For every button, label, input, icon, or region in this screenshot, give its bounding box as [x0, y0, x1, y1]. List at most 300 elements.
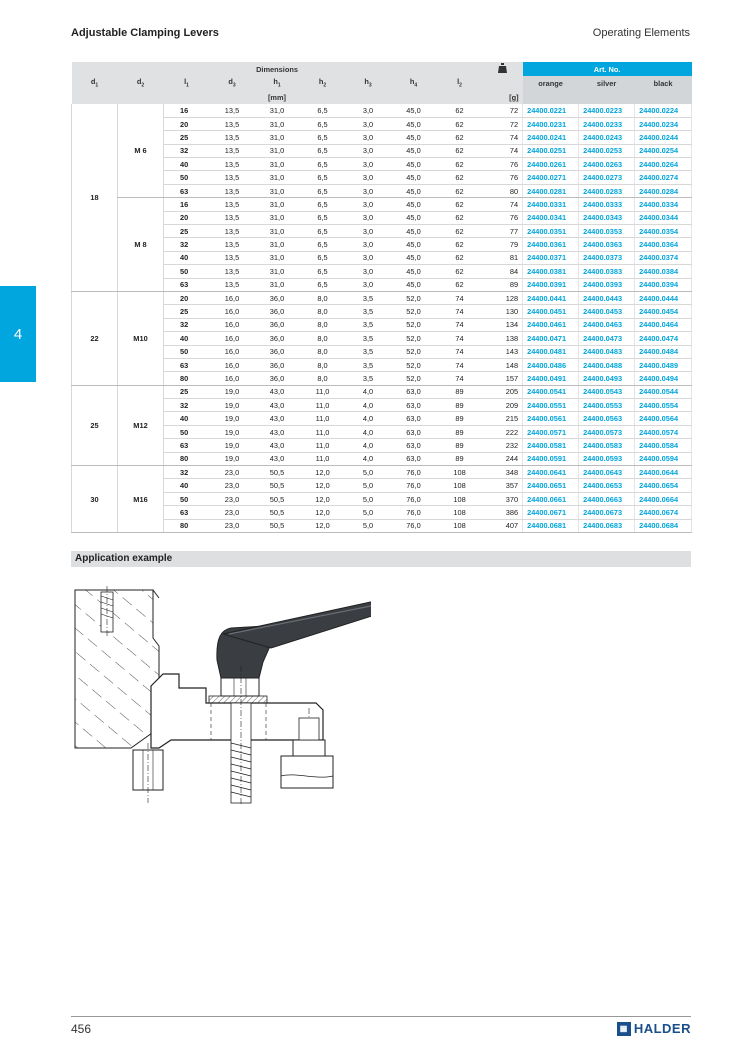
- cell-l1: 20: [164, 291, 210, 304]
- cell-art-silver: 24400.0683: [579, 519, 635, 532]
- cell-art-silver: 24400.0673: [579, 506, 635, 519]
- cell-h2: 6,5: [300, 278, 346, 291]
- cell-art-orange: 24400.0551: [523, 399, 579, 412]
- cell-art-silver: 24400.0553: [579, 399, 635, 412]
- cell-weight: 76: [483, 211, 523, 224]
- cell-weight: 74: [483, 198, 523, 211]
- cell-l2: 108: [437, 492, 483, 505]
- cell-weight: 348: [483, 466, 523, 479]
- cell-h1: 43,0: [255, 385, 300, 398]
- cell-h2: 8,0: [300, 345, 346, 358]
- cell-h4: 76,0: [391, 506, 437, 519]
- cell-h2: 6,5: [300, 238, 346, 251]
- cell-h3: 3,0: [346, 117, 391, 130]
- cell-h1: 36,0: [255, 318, 300, 331]
- cell-d2: M12: [118, 385, 164, 465]
- cell-h1: 43,0: [255, 399, 300, 412]
- cell-h1: 36,0: [255, 332, 300, 345]
- cell-weight: 80: [483, 184, 523, 197]
- cell-weight: 130: [483, 305, 523, 318]
- table-row: [72, 372, 692, 385]
- cell-art-silver: 24400.0563: [579, 412, 635, 425]
- cell-h2: 8,0: [300, 305, 346, 318]
- cell-h4: 76,0: [391, 492, 437, 505]
- cell-h3: 3,5: [346, 305, 391, 318]
- cell-h1: 36,0: [255, 372, 300, 385]
- cell-h2: 8,0: [300, 372, 346, 385]
- cell-l2: 62: [437, 184, 483, 197]
- cell-l1: 32: [164, 318, 210, 331]
- cell-h4: 52,0: [391, 345, 437, 358]
- cell-h1: 31,0: [255, 198, 300, 211]
- cell-art-silver: 24400.0583: [579, 439, 635, 452]
- cell-l2: 108: [437, 506, 483, 519]
- cell-h3: 3,0: [346, 171, 391, 184]
- cell-art-silver: 24400.0233: [579, 117, 635, 130]
- cell-l1: 25: [164, 385, 210, 398]
- cell-h1: 50,5: [255, 466, 300, 479]
- table-row: [72, 305, 692, 318]
- cell-art-orange: 24400.0571: [523, 425, 579, 438]
- cell-l1: 32: [164, 238, 210, 251]
- cell-h4: 63,0: [391, 439, 437, 452]
- cell-h2: 11,0: [300, 452, 346, 465]
- unit-g: [g]: [483, 90, 523, 104]
- cell-h4: 45,0: [391, 238, 437, 251]
- table-row: [72, 466, 692, 479]
- cell-art-black: 24400.0284: [635, 184, 692, 197]
- cell-h3: 3,5: [346, 291, 391, 304]
- cell-art-black: 24400.0344: [635, 211, 692, 224]
- cell-weight: 357: [483, 479, 523, 492]
- cell-h1: 36,0: [255, 358, 300, 371]
- cell-art-orange: 24400.0591: [523, 452, 579, 465]
- cell-art-black: 24400.0544: [635, 385, 692, 398]
- cell-h1: 50,5: [255, 492, 300, 505]
- cell-l1: 63: [164, 439, 210, 452]
- cell-d3: 13,5: [210, 198, 255, 211]
- cell-h1: 36,0: [255, 291, 300, 304]
- cell-h2: 6,5: [300, 131, 346, 144]
- cell-h1: 31,0: [255, 265, 300, 278]
- cell-h3: 5,0: [346, 506, 391, 519]
- spec-table: [71, 62, 692, 533]
- cell-art-black: 24400.0584: [635, 439, 692, 452]
- cell-d3: 16,0: [210, 358, 255, 371]
- cell-art-silver: 24400.0343: [579, 211, 635, 224]
- cell-h4: 45,0: [391, 278, 437, 291]
- cell-art-silver: 24400.0373: [579, 251, 635, 264]
- cell-l1: 40: [164, 158, 210, 171]
- cell-weight: 143: [483, 345, 523, 358]
- cell-h4: 45,0: [391, 225, 437, 238]
- cell-h2: 11,0: [300, 439, 346, 452]
- cell-art-black: 24400.0274: [635, 171, 692, 184]
- cell-weight: 138: [483, 332, 523, 345]
- cell-art-black: 24400.0484: [635, 345, 692, 358]
- cell-h1: 31,0: [255, 251, 300, 264]
- cell-h4: 63,0: [391, 399, 437, 412]
- cell-weight: 222: [483, 425, 523, 438]
- cell-h2: 6,5: [300, 198, 346, 211]
- cell-weight: 205: [483, 385, 523, 398]
- cell-art-orange: 24400.0341: [523, 211, 579, 224]
- cell-l1: 80: [164, 452, 210, 465]
- cell-h3: 5,0: [346, 466, 391, 479]
- table-row: [72, 519, 692, 532]
- cell-d2: M16: [118, 466, 164, 533]
- cell-l1: 25: [164, 131, 210, 144]
- cell-weight: 77: [483, 225, 523, 238]
- cell-art-orange: 24400.0381: [523, 265, 579, 278]
- cell-h4: 52,0: [391, 372, 437, 385]
- cell-h4: 45,0: [391, 117, 437, 130]
- cell-l1: 32: [164, 399, 210, 412]
- cell-weight: 244: [483, 452, 523, 465]
- cell-h2: 8,0: [300, 332, 346, 345]
- cell-art-silver: 24400.0283: [579, 184, 635, 197]
- cell-d2: M 8: [118, 198, 164, 292]
- cell-h2: 12,0: [300, 492, 346, 505]
- cell-l1: 32: [164, 466, 210, 479]
- table-row: [72, 332, 692, 345]
- col-head-h4: $h_4$: [391, 76, 437, 90]
- cell-h4: 45,0: [391, 184, 437, 197]
- cell-h1: 31,0: [255, 158, 300, 171]
- cell-art-orange: 24400.0271: [523, 171, 579, 184]
- cell-d3: 16,0: [210, 291, 255, 304]
- cell-h3: 3,5: [346, 345, 391, 358]
- cell-h3: 3,0: [346, 225, 391, 238]
- cell-art-black: 24400.0394: [635, 278, 692, 291]
- cell-l1: 16: [164, 104, 210, 117]
- table-row: [72, 439, 692, 452]
- cell-d3: 13,5: [210, 184, 255, 197]
- cell-h4: 63,0: [391, 412, 437, 425]
- cell-d3: 19,0: [210, 412, 255, 425]
- cell-art-silver: 24400.0493: [579, 372, 635, 385]
- cell-art-silver: 24400.0273: [579, 171, 635, 184]
- cell-h1: 31,0: [255, 117, 300, 130]
- cell-l1: 63: [164, 184, 210, 197]
- art-no-header: Art. No.: [523, 62, 692, 76]
- dimensions-header: Dimensions: [72, 62, 483, 76]
- cell-art-silver: 24400.0363: [579, 238, 635, 251]
- cell-art-black: 24400.0474: [635, 332, 692, 345]
- cell-d3: 19,0: [210, 452, 255, 465]
- cell-h3: 5,0: [346, 519, 391, 532]
- cell-h3: 4,0: [346, 439, 391, 452]
- cell-d3: 23,0: [210, 466, 255, 479]
- cell-l2: 74: [437, 332, 483, 345]
- cell-d3: 13,5: [210, 211, 255, 224]
- cell-art-black: 24400.0574: [635, 425, 692, 438]
- cell-h1: 31,0: [255, 171, 300, 184]
- cell-l2: 74: [437, 318, 483, 331]
- cell-l2: 62: [437, 131, 483, 144]
- cell-weight: 232: [483, 439, 523, 452]
- cell-art-silver: 24400.0353: [579, 225, 635, 238]
- cell-h1: 36,0: [255, 345, 300, 358]
- cell-l1: 63: [164, 506, 210, 519]
- cell-l1: 25: [164, 225, 210, 238]
- cell-art-orange: 24400.0441: [523, 291, 579, 304]
- cell-l2: 62: [437, 265, 483, 278]
- cell-weight: 72: [483, 117, 523, 130]
- cell-h4: 76,0: [391, 466, 437, 479]
- cell-l1: 63: [164, 358, 210, 371]
- cell-h1: 43,0: [255, 439, 300, 452]
- table-row: [72, 492, 692, 505]
- table-row: [72, 117, 692, 130]
- cell-art-silver: 24400.0263: [579, 158, 635, 171]
- cell-l2: 89: [437, 399, 483, 412]
- cell-art-orange: 24400.0361: [523, 238, 579, 251]
- housing-section: [75, 590, 159, 748]
- cell-art-orange: 24400.0241: [523, 131, 579, 144]
- cell-l2: 62: [437, 278, 483, 291]
- cell-h1: 31,0: [255, 131, 300, 144]
- cell-art-orange: 24400.0461: [523, 318, 579, 331]
- cell-l2: 108: [437, 466, 483, 479]
- cell-h4: 45,0: [391, 144, 437, 157]
- cell-h3: 5,0: [346, 479, 391, 492]
- cell-weight: 79: [483, 238, 523, 251]
- cell-d3: 23,0: [210, 519, 255, 532]
- table-row: [72, 171, 692, 184]
- cell-l1: 20: [164, 117, 210, 130]
- cell-art-black: 24400.0489: [635, 358, 692, 371]
- cell-d2: M10: [118, 291, 164, 385]
- table-row: [72, 251, 692, 264]
- cell-h2: 6,5: [300, 104, 346, 117]
- cell-art-silver: 24400.0443: [579, 291, 635, 304]
- cell-l2: 89: [437, 385, 483, 398]
- cell-h2: 6,5: [300, 251, 346, 264]
- cell-l2: 62: [437, 144, 483, 157]
- cell-art-orange: 24400.0651: [523, 479, 579, 492]
- cell-h1: 31,0: [255, 144, 300, 157]
- table-row: [72, 291, 692, 304]
- cell-l1: 50: [164, 492, 210, 505]
- cell-h4: 45,0: [391, 104, 437, 117]
- table-row: [72, 318, 692, 331]
- cell-l2: 108: [437, 479, 483, 492]
- cell-d3: 13,5: [210, 251, 255, 264]
- table-row: [72, 238, 692, 251]
- cell-art-silver: 24400.0333: [579, 198, 635, 211]
- cell-art-black: 24400.0644: [635, 466, 692, 479]
- cell-h1: 31,0: [255, 225, 300, 238]
- cell-h1: 50,5: [255, 506, 300, 519]
- table-row: [72, 144, 692, 157]
- table-row: [72, 425, 692, 438]
- cell-art-black: 24400.0224: [635, 104, 692, 117]
- cell-d3: 19,0: [210, 425, 255, 438]
- cell-h1: 50,5: [255, 519, 300, 532]
- cell-art-black: 24400.0684: [635, 519, 692, 532]
- cell-art-orange: 24400.0481: [523, 345, 579, 358]
- cell-art-black: 24400.0664: [635, 492, 692, 505]
- cell-h1: 43,0: [255, 452, 300, 465]
- cell-d3: 19,0: [210, 385, 255, 398]
- cell-l2: 108: [437, 519, 483, 532]
- cell-h4: 52,0: [391, 291, 437, 304]
- cell-h3: 3,5: [346, 358, 391, 371]
- table-row: [72, 265, 692, 278]
- cell-art-orange: 24400.0681: [523, 519, 579, 532]
- table-row: [72, 399, 692, 412]
- col-head-d1: $d_1$: [72, 76, 118, 90]
- cell-art-silver: 24400.0393: [579, 278, 635, 291]
- cell-h3: 5,0: [346, 492, 391, 505]
- cell-d3: 23,0: [210, 506, 255, 519]
- cell-d1: 25: [72, 385, 118, 465]
- cell-d3: 13,5: [210, 238, 255, 251]
- cell-h3: 4,0: [346, 452, 391, 465]
- cell-weight: 72: [483, 104, 523, 117]
- cell-h4: 45,0: [391, 211, 437, 224]
- cell-l2: 74: [437, 345, 483, 358]
- cell-h3: 4,0: [346, 385, 391, 398]
- cell-d3: 16,0: [210, 345, 255, 358]
- cell-h2: 6,5: [300, 184, 346, 197]
- cell-l1: 50: [164, 425, 210, 438]
- cell-h4: 45,0: [391, 158, 437, 171]
- cell-h4: 76,0: [391, 519, 437, 532]
- application-example-heading: Application example: [71, 551, 691, 567]
- cell-art-silver: 24400.0463: [579, 318, 635, 331]
- cell-weight: 76: [483, 158, 523, 171]
- cell-h2: 12,0: [300, 506, 346, 519]
- cell-d3: 13,5: [210, 158, 255, 171]
- brand-logo: ▦ HALDER: [617, 1021, 691, 1036]
- cell-art-orange: 24400.0391: [523, 278, 579, 291]
- cell-art-black: 24400.0594: [635, 452, 692, 465]
- cell-h4: 52,0: [391, 332, 437, 345]
- section-name: Operating Elements: [592, 27, 690, 39]
- cell-h3: 3,0: [346, 184, 391, 197]
- cell-h2: 6,5: [300, 144, 346, 157]
- cell-l1: 40: [164, 479, 210, 492]
- cell-h2: 11,0: [300, 385, 346, 398]
- cell-h1: 31,0: [255, 278, 300, 291]
- cell-art-silver: 24400.0253: [579, 144, 635, 157]
- cell-l2: 74: [437, 372, 483, 385]
- cell-h3: 3,0: [346, 238, 391, 251]
- cell-h3: 4,0: [346, 412, 391, 425]
- cell-h1: 43,0: [255, 425, 300, 438]
- cell-l1: 40: [164, 251, 210, 264]
- cell-art-orange: 24400.0331: [523, 198, 579, 211]
- cell-d3: 13,5: [210, 131, 255, 144]
- cell-l2: 89: [437, 439, 483, 452]
- cell-h2: 12,0: [300, 466, 346, 479]
- cell-h4: 45,0: [391, 251, 437, 264]
- table-row: [72, 278, 692, 291]
- cell-h1: 31,0: [255, 238, 300, 251]
- cell-art-black: 24400.0244: [635, 131, 692, 144]
- cell-l2: 74: [437, 291, 483, 304]
- table-row: [72, 358, 692, 371]
- footer-rule: [71, 1016, 691, 1017]
- cell-l2: 62: [437, 198, 483, 211]
- table-row: [72, 158, 692, 171]
- cell-h2: 6,5: [300, 211, 346, 224]
- cell-art-orange: 24400.0581: [523, 439, 579, 452]
- cell-art-black: 24400.0654: [635, 479, 692, 492]
- cell-art-orange: 24400.0661: [523, 492, 579, 505]
- cell-art-black: 24400.0464: [635, 318, 692, 331]
- col-head-h3: $h_3$: [346, 76, 391, 90]
- cell-weight: 370: [483, 492, 523, 505]
- cell-h1: 36,0: [255, 305, 300, 318]
- col-head-weight: [483, 76, 523, 90]
- cell-art-black: 24400.0334: [635, 198, 692, 211]
- cell-art-silver: 24400.0643: [579, 466, 635, 479]
- cell-art-silver: 24400.0663: [579, 492, 635, 505]
- chapter-tab: 4: [0, 286, 36, 382]
- cell-weight: 74: [483, 131, 523, 144]
- cell-art-orange: 24400.0251: [523, 144, 579, 157]
- cell-h2: 6,5: [300, 117, 346, 130]
- cell-l2: 89: [437, 412, 483, 425]
- cell-h2: 6,5: [300, 171, 346, 184]
- cell-art-silver: 24400.0473: [579, 332, 635, 345]
- cell-weight: 407: [483, 519, 523, 532]
- cell-h2: 8,0: [300, 318, 346, 331]
- cell-h3: 3,0: [346, 158, 391, 171]
- cell-art-orange: 24400.0671: [523, 506, 579, 519]
- cell-h4: 63,0: [391, 452, 437, 465]
- cell-d3: 19,0: [210, 439, 255, 452]
- cell-weight: 386: [483, 506, 523, 519]
- table-row: [72, 412, 692, 425]
- cell-l1: 50: [164, 171, 210, 184]
- halder-logo-icon: ▦: [617, 1022, 631, 1036]
- cell-l1: 20: [164, 211, 210, 224]
- cell-art-orange: 24400.0486: [523, 358, 579, 371]
- cell-h3: 3,0: [346, 144, 391, 157]
- cell-art-orange: 24400.0471: [523, 332, 579, 345]
- cell-l1: 32: [164, 144, 210, 157]
- cell-l2: 62: [437, 225, 483, 238]
- cell-h4: 63,0: [391, 385, 437, 398]
- cell-h2: 11,0: [300, 399, 346, 412]
- cell-art-silver: 24400.0593: [579, 452, 635, 465]
- cell-l1: 50: [164, 265, 210, 278]
- cell-art-black: 24400.0354: [635, 225, 692, 238]
- cell-h2: 11,0: [300, 425, 346, 438]
- cell-h4: 52,0: [391, 305, 437, 318]
- col-head-l1: $l_1$: [164, 76, 210, 90]
- page-number: 456: [71, 1022, 92, 1036]
- cell-h4: 76,0: [391, 479, 437, 492]
- cell-l1: 80: [164, 519, 210, 532]
- application-drawing: [71, 578, 371, 808]
- cell-h4: 45,0: [391, 265, 437, 278]
- cell-d3: 19,0: [210, 399, 255, 412]
- cell-d3: 16,0: [210, 318, 255, 331]
- table-row: [72, 184, 692, 197]
- cell-l1: 40: [164, 412, 210, 425]
- cell-d3: 13,5: [210, 171, 255, 184]
- cell-art-silver: 24400.0223: [579, 104, 635, 117]
- cell-art-orange: 24400.0561: [523, 412, 579, 425]
- cell-d3: 16,0: [210, 305, 255, 318]
- cell-art-orange: 24400.0231: [523, 117, 579, 130]
- col-head-black: black: [635, 76, 692, 90]
